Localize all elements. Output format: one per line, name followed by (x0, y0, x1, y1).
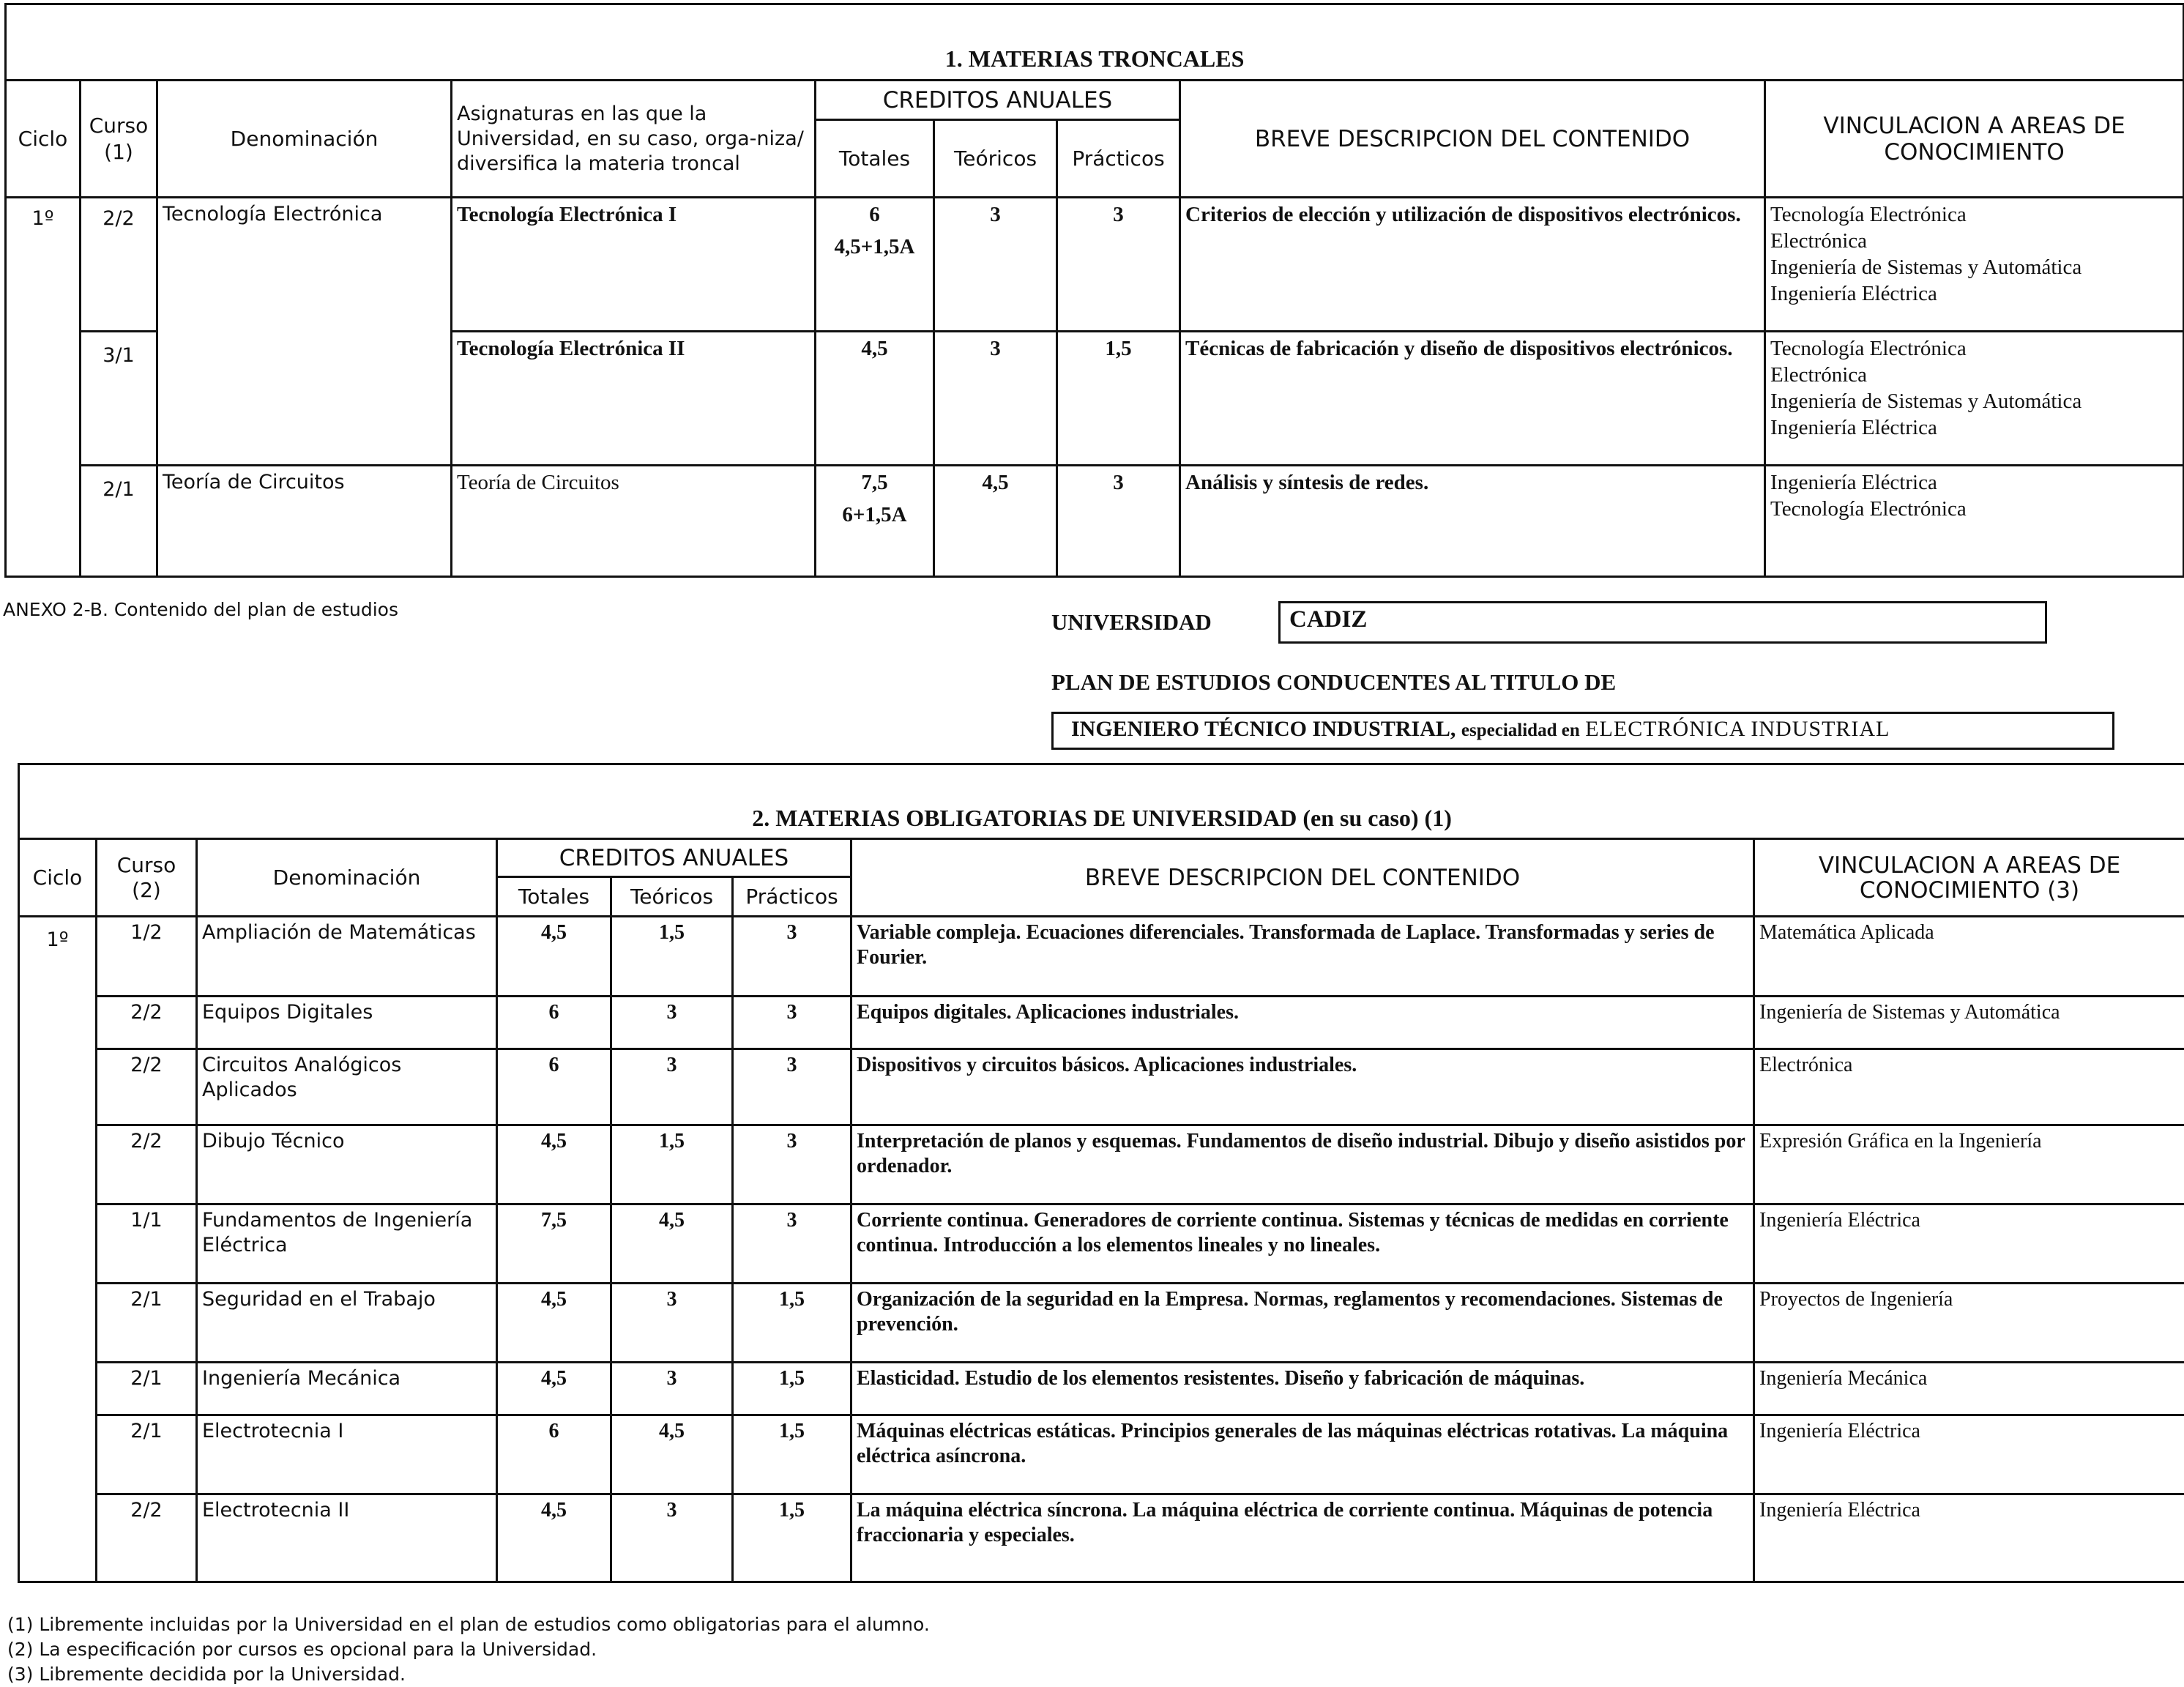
practicos-cell: 1,5 (733, 1284, 851, 1363)
footnotes (7, 1612, 930, 1687)
area-item: Ingeniería Eléctrica (1770, 471, 1937, 494)
totales-cell: 6 (497, 1049, 611, 1125)
totales-cell: 7,5 (497, 1204, 611, 1284)
teoricos-cell: 1,5 (611, 917, 733, 997)
header-ciclo: Ciclo (19, 839, 97, 917)
teoricos-cell: 3 (934, 198, 1057, 332)
header-descripcion: BREVE DESCRIPCION DEL CONTENIDO (851, 839, 1754, 917)
areas-cell (1765, 332, 2184, 466)
curso-cell: 2/1 (97, 1363, 197, 1415)
header-creditos-anuales: CREDITOS ANUALES (497, 839, 851, 877)
practicos-cell: 1,5 (733, 1494, 851, 1582)
teoricos-cell: 3 (934, 332, 1057, 466)
curso-cell: 2/2 (81, 198, 157, 332)
header-vinculacion: VINCULACION A AREAS DE CONOCIMIENTO (3) (1754, 839, 2184, 917)
area-item: Tecnología Electrónica (1770, 337, 1967, 360)
header-creditos-anuales: CREDITOS ANUALES (816, 81, 1180, 120)
descripcion-cell: Dispositivos y circuitos básicos. Aplicaciones industriales. (851, 1049, 1754, 1125)
header-curso: Curso (1) (81, 81, 157, 198)
totales-cell: 6 (497, 997, 611, 1049)
practicos-cell: 1,5 (1057, 332, 1180, 466)
teoricos-cell: 1,5 (611, 1125, 733, 1204)
denominacion-cell: Electrotecnia II (197, 1494, 497, 1582)
teoricos-cell: 3 (611, 997, 733, 1049)
curso-cell: 1/1 (97, 1204, 197, 1284)
table1-title: 1. MATERIAS TRONCALES (6, 4, 2184, 81)
curso-cell: 2/1 (97, 1284, 197, 1363)
header-practicos: Prácticos (733, 877, 851, 917)
especialidad-label: especialidad en (1461, 720, 1580, 740)
curso-cell: 2/1 (97, 1415, 197, 1494)
totales-cell (816, 198, 934, 332)
header-practicos: Prácticos (1057, 120, 1180, 198)
teoricos-cell: 3 (611, 1363, 733, 1415)
area-item: Tecnología Electrónica (1770, 497, 1967, 521)
area-item: Ingeniería de Sistemas y Automática (1770, 390, 2082, 413)
totales-alt-value: 4,5+1,5A (834, 235, 915, 258)
descripcion-cell: Elasticidad. Estudio de los elementos resistentes. Diseño y fabricación de máquinas. (851, 1363, 1754, 1415)
practicos-cell: 3 (1057, 466, 1180, 577)
teoricos-cell: 4,5 (611, 1415, 733, 1494)
totales-cell: 4,5 (497, 1125, 611, 1204)
denominacion-cell: Tecnología Electrónica (157, 198, 452, 466)
denominacion-cell: Teoría de Circuitos (157, 466, 452, 577)
header-descripcion: BREVE DESCRIPCION DEL CONTENIDO (1180, 81, 1765, 198)
ciclo-cell: 1º (19, 917, 97, 1582)
curso-cell: 1/2 (97, 917, 197, 997)
header-denominacion: Denominación (157, 81, 452, 198)
plan-label: PLAN DE ESTUDIOS CONDUCENTES AL TITULO DE (1051, 669, 1617, 695)
descripcion-cell: Corriente continua. Generadores de corriente continua. Sistemas y técnicas de medidas en corriente continua. Introducción a los elementos lineales y no lineales. (851, 1204, 1754, 1284)
area-cell: Ingeniería Eléctrica (1754, 1415, 2184, 1494)
area-item: Electrónica (1770, 229, 1868, 253)
teoricos-cell: 4,5 (934, 466, 1057, 577)
totales-cell: 4,5 (497, 1363, 611, 1415)
denominacion-cell: Fundamentos de Ingeniería Eléctrica (197, 1204, 497, 1284)
totales-alt-value: 6+1,5A (842, 503, 907, 526)
teoricos-cell: 3 (611, 1494, 733, 1582)
materias-obligatorias-table (18, 763, 2184, 1583)
curso-cell: 2/2 (97, 1494, 197, 1582)
descripcion-cell: Organización de la seguridad en la Empresa. Normas, reglamentos y recomendaciones. Sistemas de prevención. (851, 1284, 1754, 1363)
descripcion-cell: Técnicas de fabricación y diseño de dispositivos electrónicos. (1180, 332, 1765, 466)
area-item: Tecnología Electrónica (1770, 203, 1967, 226)
asignatura-cell: Tecnología Electrónica I (452, 198, 816, 332)
header-denominacion: Denominación (197, 839, 497, 917)
denominacion-cell: Ingeniería Mecánica (197, 1363, 497, 1415)
curso-cell: 2/1 (81, 466, 157, 577)
practicos-cell: 3 (733, 1204, 851, 1284)
totales-cell (816, 466, 934, 577)
denominacion-cell: Dibujo Técnico (197, 1125, 497, 1204)
descripcion-cell: Interpretación de planos y esquemas. Fundamentos de diseño industrial. Dibujo y diseño asistidos por ordenador. (851, 1125, 1754, 1204)
curso-cell: 2/2 (97, 1049, 197, 1125)
totales-value: 6 (869, 203, 880, 226)
teoricos-cell: 4,5 (611, 1204, 733, 1284)
area-cell: Ingeniería Mecánica (1754, 1363, 2184, 1415)
area-cell: Matemática Aplicada (1754, 917, 2184, 997)
header-teoricos: Teóricos (611, 877, 733, 917)
footnote: (3) Libremente decidida por la Universidad. (7, 1664, 406, 1685)
materias-troncales-table (4, 3, 2184, 578)
especialidad-value: ELECTRÓNICA INDUSTRIAL (1585, 717, 1890, 741)
teoricos-cell: 3 (611, 1284, 733, 1363)
descripcion-cell: Máquinas eléctricas estáticas. Principios generales de las máquinas eléctricas rotativas. La máquina eléctrica asíncrona. (851, 1415, 1754, 1494)
denominacion-cell: Seguridad en el Trabajo (197, 1284, 497, 1363)
denominacion-cell: Circuitos Analógicos Aplicados (197, 1049, 497, 1125)
curso-cell: 2/2 (97, 1125, 197, 1204)
practicos-cell: 1,5 (733, 1415, 851, 1494)
header-curso: Curso (2) (97, 839, 197, 917)
totales-value: 7,5 (861, 471, 888, 494)
area-item: Ingeniería de Sistemas y Automática (1770, 256, 2082, 279)
asignatura-cell: Teoría de Circuitos (452, 466, 816, 577)
descripcion-cell: Análisis y síntesis de redes. (1180, 466, 1765, 577)
header-teoricos: Teóricos (934, 120, 1057, 198)
area-cell: Proyectos de Ingeniería (1754, 1284, 2184, 1363)
area-cell: Expresión Gráfica en la Ingeniería (1754, 1125, 2184, 1204)
area-item: Ingeniería Eléctrica (1770, 416, 1937, 439)
universidad-label: UNIVERSIDAD (1051, 609, 1212, 635)
header-totales: Totales (497, 877, 611, 917)
practicos-cell: 3 (733, 917, 851, 997)
header-asignaturas: Asignaturas en las que la Universidad, en su caso, orga-niza/ diversifica la materia troncal (452, 81, 816, 198)
anexo-caption: ANEXO 2-B. Contenido del plan de estudios (3, 599, 398, 620)
table2-title: 2. MATERIAS OBLIGATORIAS DE UNIVERSIDAD (en su caso) (1) (19, 764, 2184, 839)
area-cell: Ingeniería de Sistemas y Automática (1754, 997, 2184, 1049)
denominacion-cell: Ampliación de Matemáticas (197, 917, 497, 997)
descripcion-cell: La máquina eléctrica síncrona. La máquina eléctrica de corriente continua. Máquinas de potencia fraccionaria y especiales. (851, 1494, 1754, 1582)
area-cell: Ingeniería Eléctrica (1754, 1204, 2184, 1284)
area-cell: Ingeniería Eléctrica (1754, 1494, 2184, 1582)
curso-cell: 3/1 (81, 332, 157, 466)
denominacion-cell: Electrotecnia I (197, 1415, 497, 1494)
titulo-value: INGENIERO TÉCNICO INDUSTRIAL, (1071, 717, 1456, 741)
practicos-cell: 3 (733, 997, 851, 1049)
denominacion-cell: Equipos Digitales (197, 997, 497, 1049)
curso-cell: 2/2 (97, 997, 197, 1049)
areas-cell (1765, 198, 2184, 332)
totales-cell: 6 (497, 1415, 611, 1494)
asignatura-cell: Tecnología Electrónica II (452, 332, 816, 466)
practicos-cell: 1,5 (733, 1363, 851, 1415)
area-item: Electrónica (1770, 363, 1868, 387)
totales-cell: 4,5 (497, 1284, 611, 1363)
descripcion-cell: Variable compleja. Ecuaciones diferenciales. Transformada de Laplace. Transformadas y series de Fourier. (851, 917, 1754, 997)
universidad-value: CADIZ (1278, 601, 2047, 644)
descripcion-cell: Criterios de elección y utilización de dispositivos electrónicos. (1180, 198, 1765, 332)
totales-cell: 4,5 (497, 1494, 611, 1582)
descripcion-cell: Equipos digitales. Aplicaciones industriales. (851, 997, 1754, 1049)
footnote: (1) Libremente incluidas por la Universidad en el plan de estudios como obligatorias para el alumno. (7, 1614, 930, 1635)
footnote: (2) La especificación por cursos es opcional para la Universidad. (7, 1639, 597, 1660)
header-vinculacion: VINCULACION A AREAS DE CONOCIMIENTO (1765, 81, 2184, 198)
area-item: Ingeniería Eléctrica (1770, 282, 1937, 305)
practicos-cell: 3 (1057, 198, 1180, 332)
teoricos-cell: 3 (611, 1049, 733, 1125)
area-cell: Electrónica (1754, 1049, 2184, 1125)
header-ciclo: Ciclo (6, 81, 81, 198)
practicos-cell: 3 (733, 1049, 851, 1125)
areas-cell (1765, 466, 2184, 577)
ciclo-cell: 1º (6, 198, 81, 577)
titulo-box (1051, 712, 2114, 750)
totales-cell: 4,5 (497, 917, 611, 997)
header-totales: Totales (816, 120, 934, 198)
totales-cell: 4,5 (816, 332, 934, 466)
practicos-cell: 3 (733, 1125, 851, 1204)
